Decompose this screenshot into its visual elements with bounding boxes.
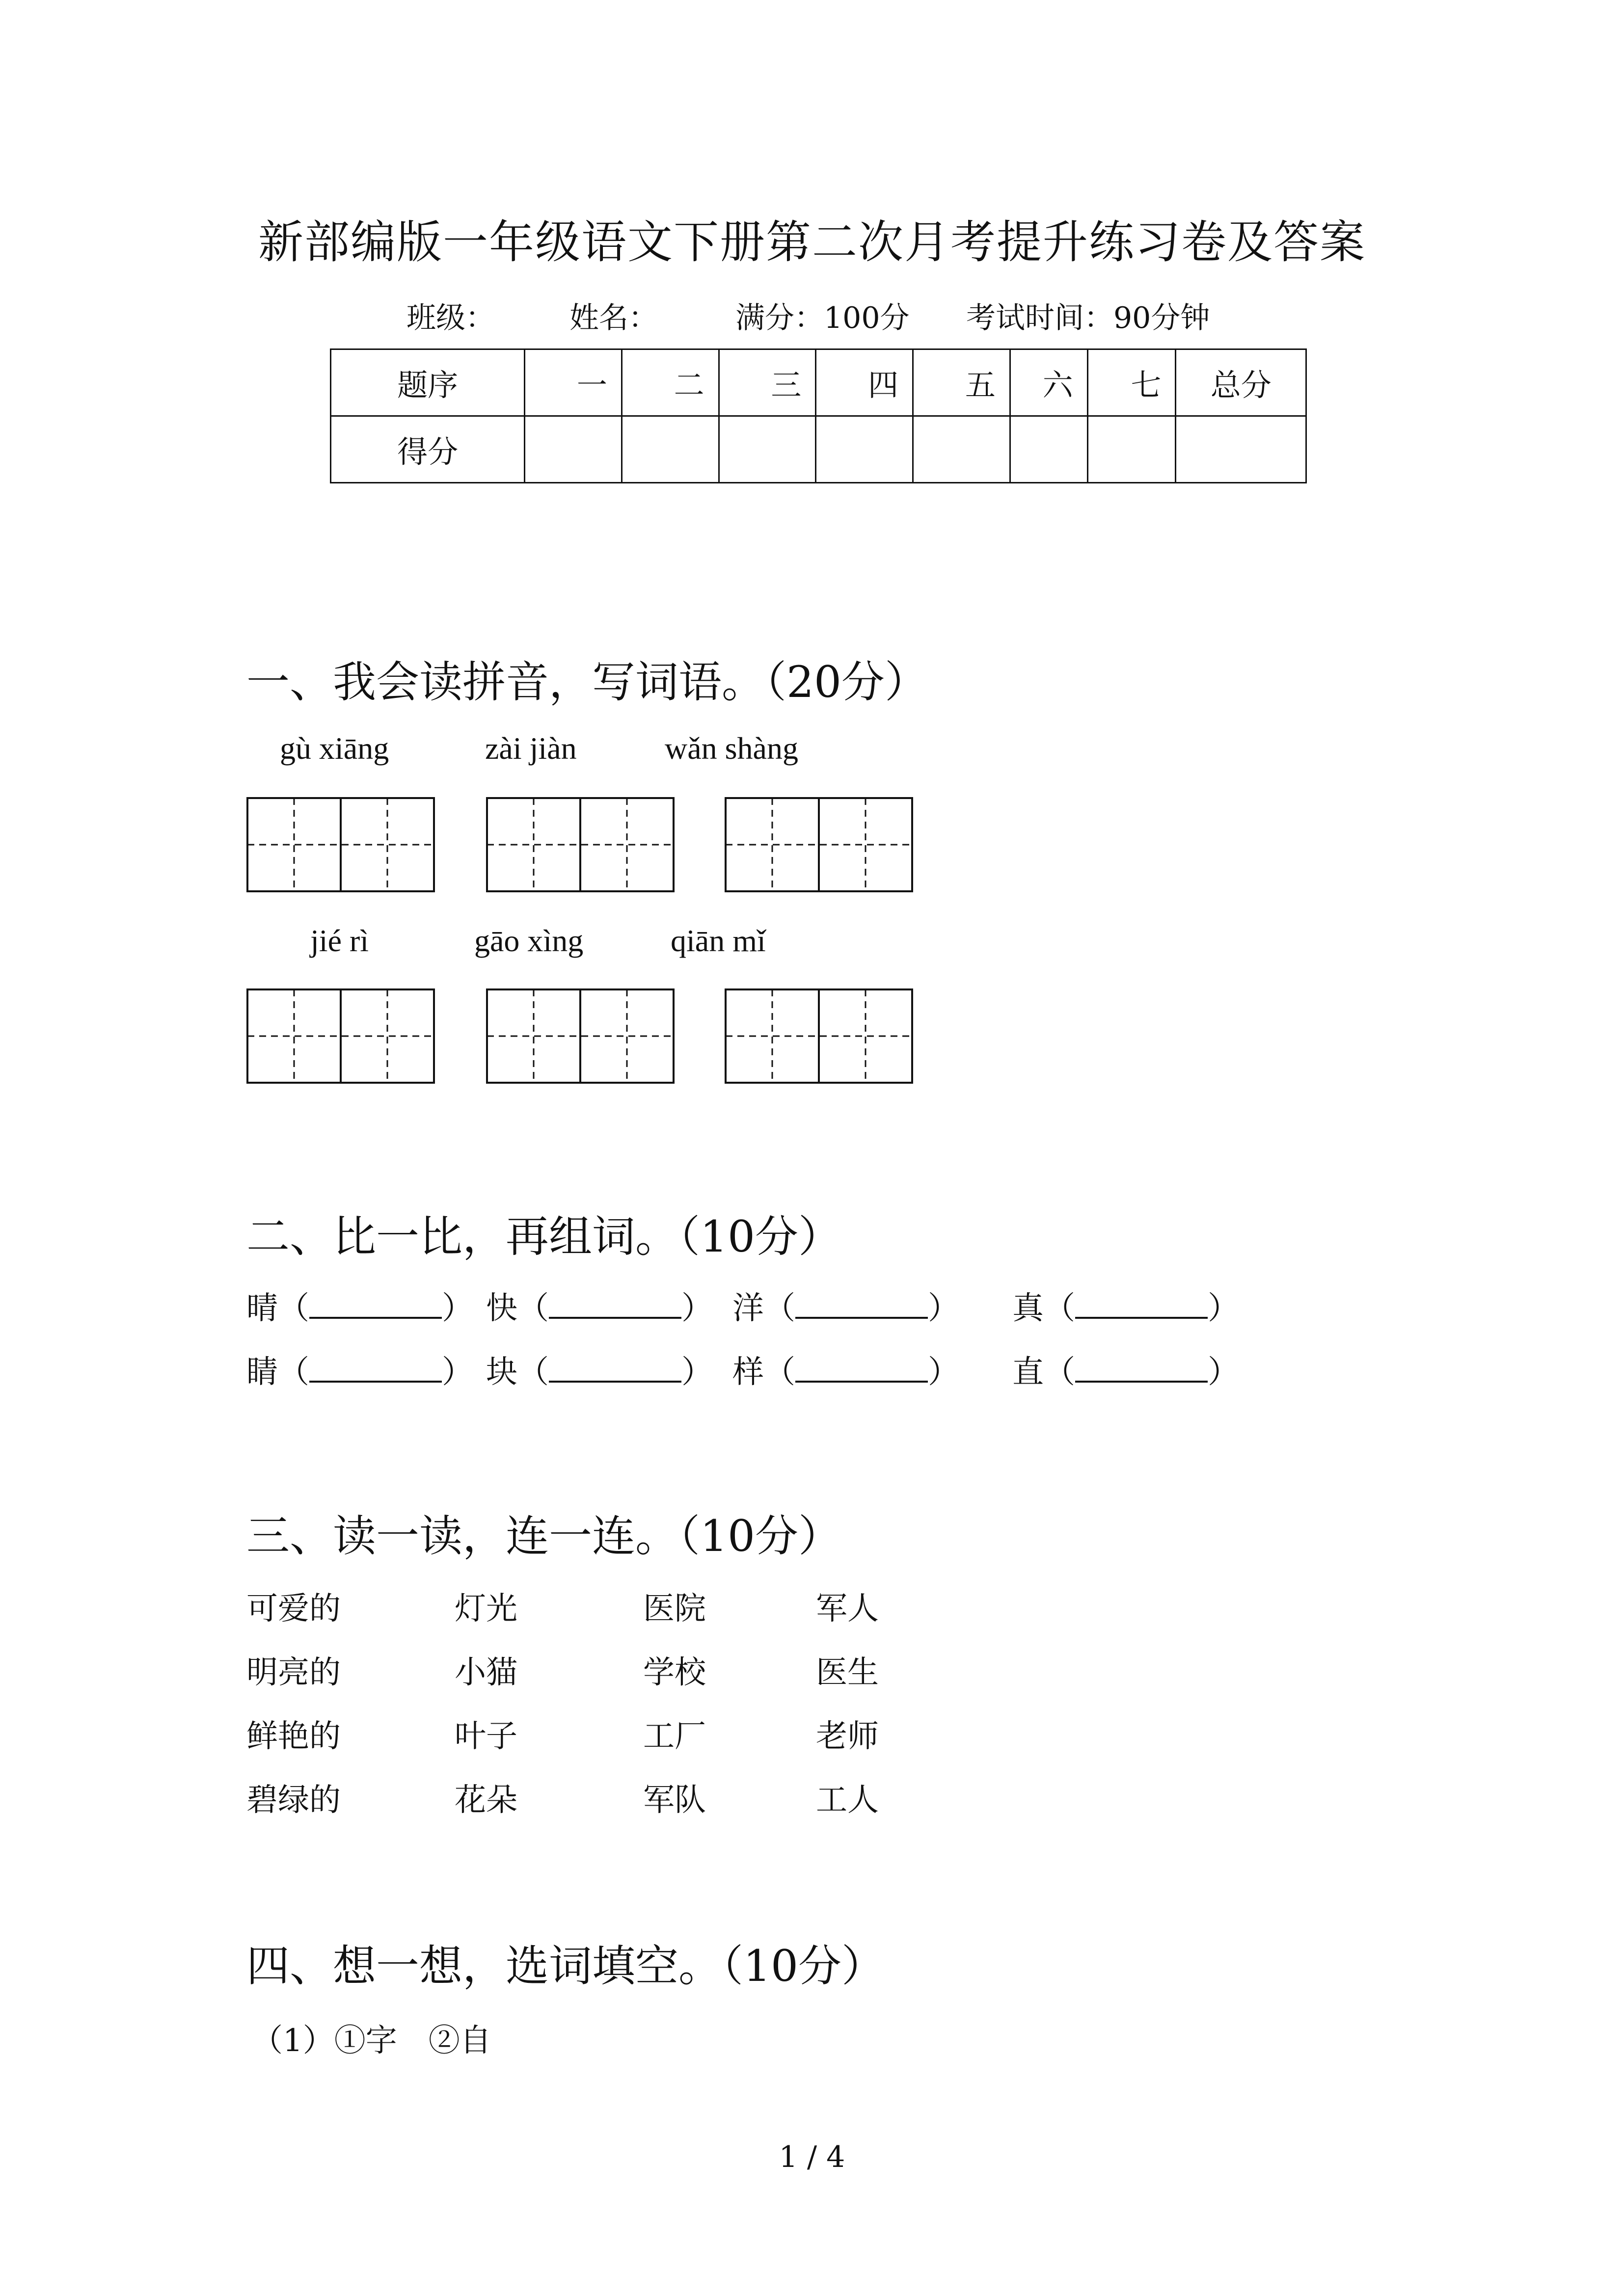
score-table	[330, 348, 1307, 483]
answer-blank[interactable]	[549, 1288, 681, 1319]
answer-blank[interactable]	[549, 1352, 681, 1383]
score-cell[interactable]	[1087, 416, 1176, 483]
score-cell[interactable]	[719, 416, 816, 483]
table-header-cell: 一	[525, 349, 622, 416]
pinyin-label: gù xiāng	[280, 731, 389, 766]
close-paren: ）	[442, 1354, 473, 1390]
full-score-label: 满分：100分	[735, 301, 910, 335]
match-word[interactable]: 医院	[643, 1591, 706, 1627]
score-cell[interactable]	[816, 416, 913, 483]
compare-pair	[1012, 1283, 1239, 1328]
section-4-title: 四、想一想，选词填空。（10分）	[246, 1941, 885, 1991]
score-cell[interactable]	[622, 416, 719, 483]
match-word[interactable]: 碧绿的	[246, 1782, 341, 1818]
pinyin-label: qiān mǐ	[671, 923, 766, 958]
table-header-cell: 五	[913, 349, 1010, 416]
pair-char: 样（	[732, 1354, 795, 1390]
pinyin-label: gāo xìng	[474, 923, 584, 958]
answer-blank[interactable]	[309, 1352, 442, 1383]
table-header-cell: 三	[719, 349, 816, 416]
section-2-title: 二、比一比，再组词。（10分）	[246, 1211, 841, 1262]
pinyin-label: zài jiàn	[485, 731, 577, 766]
score-row-label: 得分	[331, 416, 525, 483]
class-label: 班级：	[406, 301, 495, 335]
match-word[interactable]: 可爱的	[246, 1591, 341, 1627]
pair-char: 洋（	[732, 1290, 795, 1327]
answer-blank[interactable]	[795, 1288, 928, 1319]
compare-pair	[732, 1347, 959, 1392]
compare-pair	[486, 1347, 713, 1392]
compare-pair	[246, 1283, 473, 1328]
close-paren: ）	[928, 1354, 959, 1390]
match-word[interactable]: 叶子	[455, 1718, 517, 1755]
character-writing-grid[interactable]	[486, 988, 675, 1084]
answer-blank[interactable]	[309, 1288, 442, 1319]
match-word[interactable]: 工人	[816, 1782, 879, 1818]
pair-char: 快（	[486, 1290, 549, 1327]
match-word[interactable]: 明亮的	[246, 1655, 341, 1691]
compare-pair	[1012, 1347, 1239, 1392]
character-writing-grid[interactable]	[725, 988, 913, 1084]
character-writing-grid[interactable]	[486, 797, 675, 892]
match-word[interactable]: 小猫	[455, 1655, 517, 1691]
name-label: 姓名：	[569, 301, 658, 335]
close-paren: ）	[1208, 1354, 1239, 1390]
page-number: 1 / 4	[779, 2140, 845, 2174]
compare-pair	[732, 1283, 959, 1328]
match-word[interactable]: 学校	[643, 1655, 706, 1691]
match-word[interactable]: 老师	[816, 1718, 879, 1755]
pair-char: 块（	[486, 1354, 549, 1390]
section-3-title: 三、读一读，连一连。（10分）	[246, 1511, 841, 1561]
answer-blank[interactable]	[795, 1352, 928, 1383]
score-table-score-row	[331, 416, 1306, 483]
match-word[interactable]: 工厂	[643, 1718, 706, 1755]
close-paren: ）	[681, 1290, 713, 1327]
score-cell[interactable]	[1176, 416, 1306, 483]
match-word[interactable]: 鲜艳的	[246, 1718, 341, 1755]
table-header-cell: 四	[816, 349, 913, 416]
match-word[interactable]: 军人	[816, 1591, 879, 1627]
compare-pair	[246, 1347, 473, 1392]
fill-choice-item: （1）①字 ②自	[251, 2023, 491, 2059]
pair-char: 睛（	[246, 1354, 309, 1390]
pair-char: 晴（	[246, 1290, 309, 1327]
match-word[interactable]: 军队	[643, 1782, 706, 1818]
match-word[interactable]: 医生	[816, 1655, 879, 1691]
pinyin-label: jié rì	[310, 923, 369, 958]
pinyin-label: wǎn shàng	[665, 731, 798, 766]
character-writing-grid[interactable]	[725, 797, 913, 892]
match-word[interactable]: 灯光	[455, 1591, 517, 1627]
compare-pair	[486, 1283, 713, 1328]
table-header-cell: 六	[1010, 349, 1087, 416]
answer-blank[interactable]	[1075, 1352, 1208, 1383]
character-writing-grid[interactable]	[246, 797, 435, 892]
score-cell[interactable]	[913, 416, 1010, 483]
exam-time-label: 考试时间：90分钟	[966, 301, 1210, 335]
table-header-cell: 题序	[331, 349, 525, 416]
score-cell[interactable]	[525, 416, 622, 483]
section-1-title: 一、我会读拼音，写词语。（20分）	[246, 657, 928, 707]
table-header-cell: 七	[1087, 349, 1176, 416]
pair-char: 真（	[1012, 1290, 1075, 1327]
score-table-header-row	[331, 349, 1306, 416]
answer-blank[interactable]	[1075, 1288, 1208, 1319]
score-cell[interactable]	[1010, 416, 1087, 483]
close-paren: ）	[928, 1290, 959, 1327]
table-header-cell: 二	[622, 349, 719, 416]
close-paren: ）	[442, 1290, 473, 1327]
close-paren: ）	[1208, 1290, 1239, 1327]
character-writing-grid[interactable]	[246, 988, 435, 1084]
table-header-cell: 总分	[1176, 349, 1306, 416]
document-title: 新部编版一年级语文下册第二次月考提升练习卷及答案	[258, 216, 1366, 268]
close-paren: ）	[681, 1354, 713, 1390]
match-word[interactable]: 花朵	[455, 1782, 517, 1818]
pair-char: 直（	[1012, 1354, 1075, 1390]
